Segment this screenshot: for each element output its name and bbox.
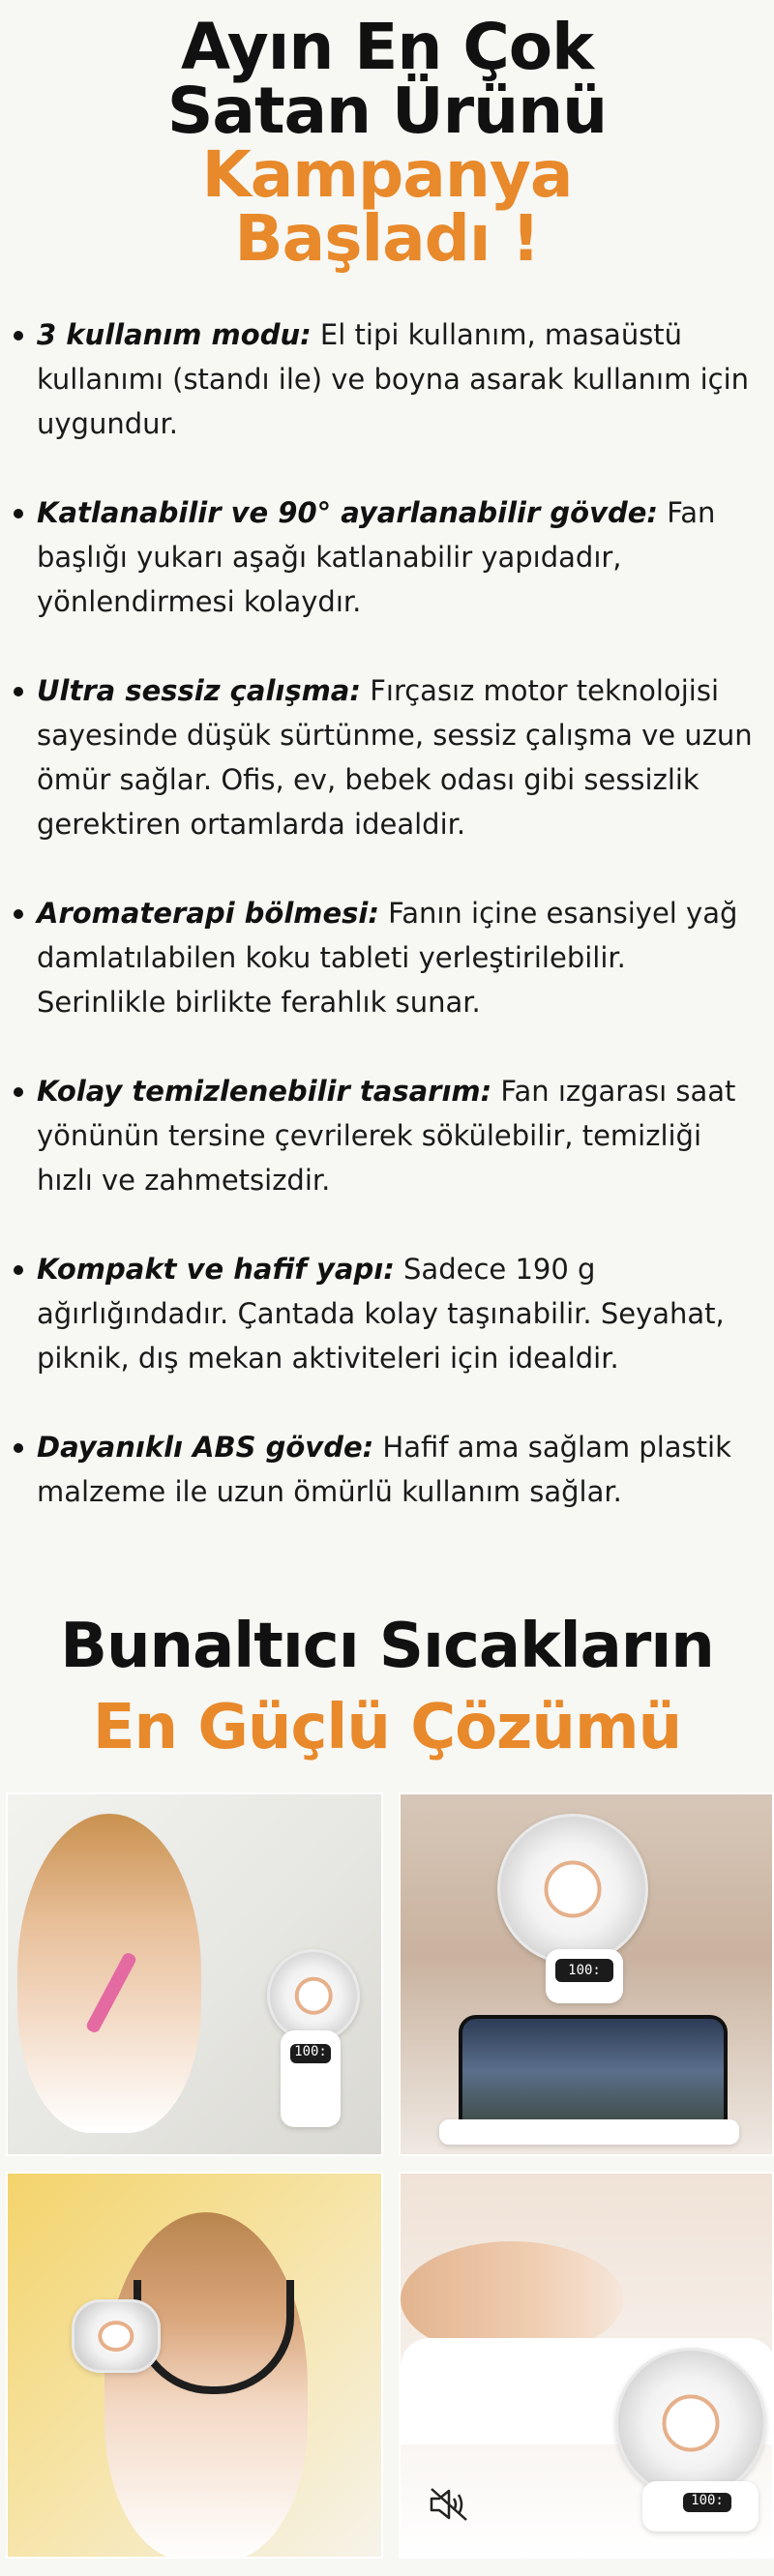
- hero-line-1: Ayın En Çok: [180, 10, 594, 84]
- fan-display: 100:: [683, 2493, 731, 2512]
- feature-text: Fan ızgarası saat yönünün tersine çevrilerek sökülebilir, temizliği hızlı ve zahmetsizdir.: [37, 1075, 736, 1197]
- feature-title: Dayanıklı ABS gövde:: [37, 1431, 374, 1464]
- fan-display: 100:: [555, 1959, 613, 1982]
- phone-holder: [439, 2119, 739, 2145]
- photo-woman-makeup: [6, 1792, 383, 2156]
- photo-neck-fan: [6, 2172, 383, 2559]
- feature-list: [37, 312, 753, 1558]
- feature-text: El tipi kullanım, masaüstü kullanımı (standı ile) ve boyna asarak kullanım için uygundur.: [37, 318, 750, 440]
- person-silhouette: [17, 1814, 201, 2133]
- fan-display: 100:: [290, 2044, 331, 2063]
- feature-title: Kompakt ve hafif yapı:: [37, 1253, 395, 1286]
- bullet-icon: [14, 1087, 23, 1097]
- feature-title: Ultra sessiz çalışma:: [37, 674, 361, 707]
- section-heading-line-1: Bunaltıcı Sıcakların: [60, 1611, 714, 1682]
- feature-item: [37, 312, 753, 446]
- bullet-icon: [14, 1443, 23, 1453]
- feature-item: [37, 668, 753, 846]
- section-heading-line-2: En Güçlü Çözümü: [92, 1692, 682, 1763]
- feature-text: Fanın içine esansiyel yağ damlatılabilen koku tableti yerleştirilebilir. Serinlikle birlikte ferahlık sunar.: [37, 897, 738, 1019]
- fan-head: [615, 2348, 766, 2499]
- bullet-icon: [14, 331, 23, 341]
- product-gallery: [6, 1792, 774, 2576]
- fan-head: [497, 1814, 648, 1965]
- feature-item: [37, 490, 753, 624]
- hero-line-4: Başladı !: [234, 201, 540, 276]
- photo-fan-phone-stand: [399, 1792, 774, 2156]
- bullet-icon: [14, 687, 23, 696]
- feature-item: [37, 1247, 753, 1380]
- hero-line-2: Satan Ürünü: [166, 74, 608, 148]
- feature-item: [37, 1069, 753, 1202]
- feature-title: Katlanabilir ve 90° ayarlanabilir gövde:: [37, 496, 658, 529]
- fan-head: [72, 2299, 161, 2373]
- bullet-icon: [14, 1265, 23, 1275]
- hero-line-3: Kampanya: [201, 137, 573, 212]
- feature-title: Aromaterapi bölmesi:: [37, 897, 379, 930]
- bullet-icon: [14, 909, 23, 919]
- feature-item: [37, 1425, 753, 1514]
- feature-title: Kolay temizlenebilir tasarım:: [37, 1075, 492, 1108]
- feature-text: Sadece 190 g ağırlığındadır. Çantada kolay taşınabilir. Seyahat, piknik, dış mekan aktiviteleri için idealdir.: [37, 1253, 725, 1375]
- hero-heading: [0, 0, 774, 276]
- feature-text: Fırçasız motor teknolojisi sayesinde düşük sürtünme, sessiz çalışma ve uzun ömür sağlar. Ofis, ev, bebek odası gibi sessizlik gerektiren ortamlarda idealdir.: [37, 674, 753, 841]
- feature-text: Hafif ama sağlam plastik malzeme ile uzun ömürlü kullanım sağlar.: [37, 1431, 731, 1508]
- feature-title: 3 kullanım modu:: [37, 318, 312, 351]
- mute-icon[interactable]: [428, 2485, 470, 2524]
- feature-item: [37, 891, 753, 1024]
- fan-head: [267, 1949, 360, 2042]
- section-heading: [0, 1606, 774, 1768]
- bullet-icon: [14, 509, 23, 518]
- feature-text: Fan başlığı yukarı aşağı katlanabilir yapıdadır, yönlendirmesi kolaydır.: [37, 496, 716, 618]
